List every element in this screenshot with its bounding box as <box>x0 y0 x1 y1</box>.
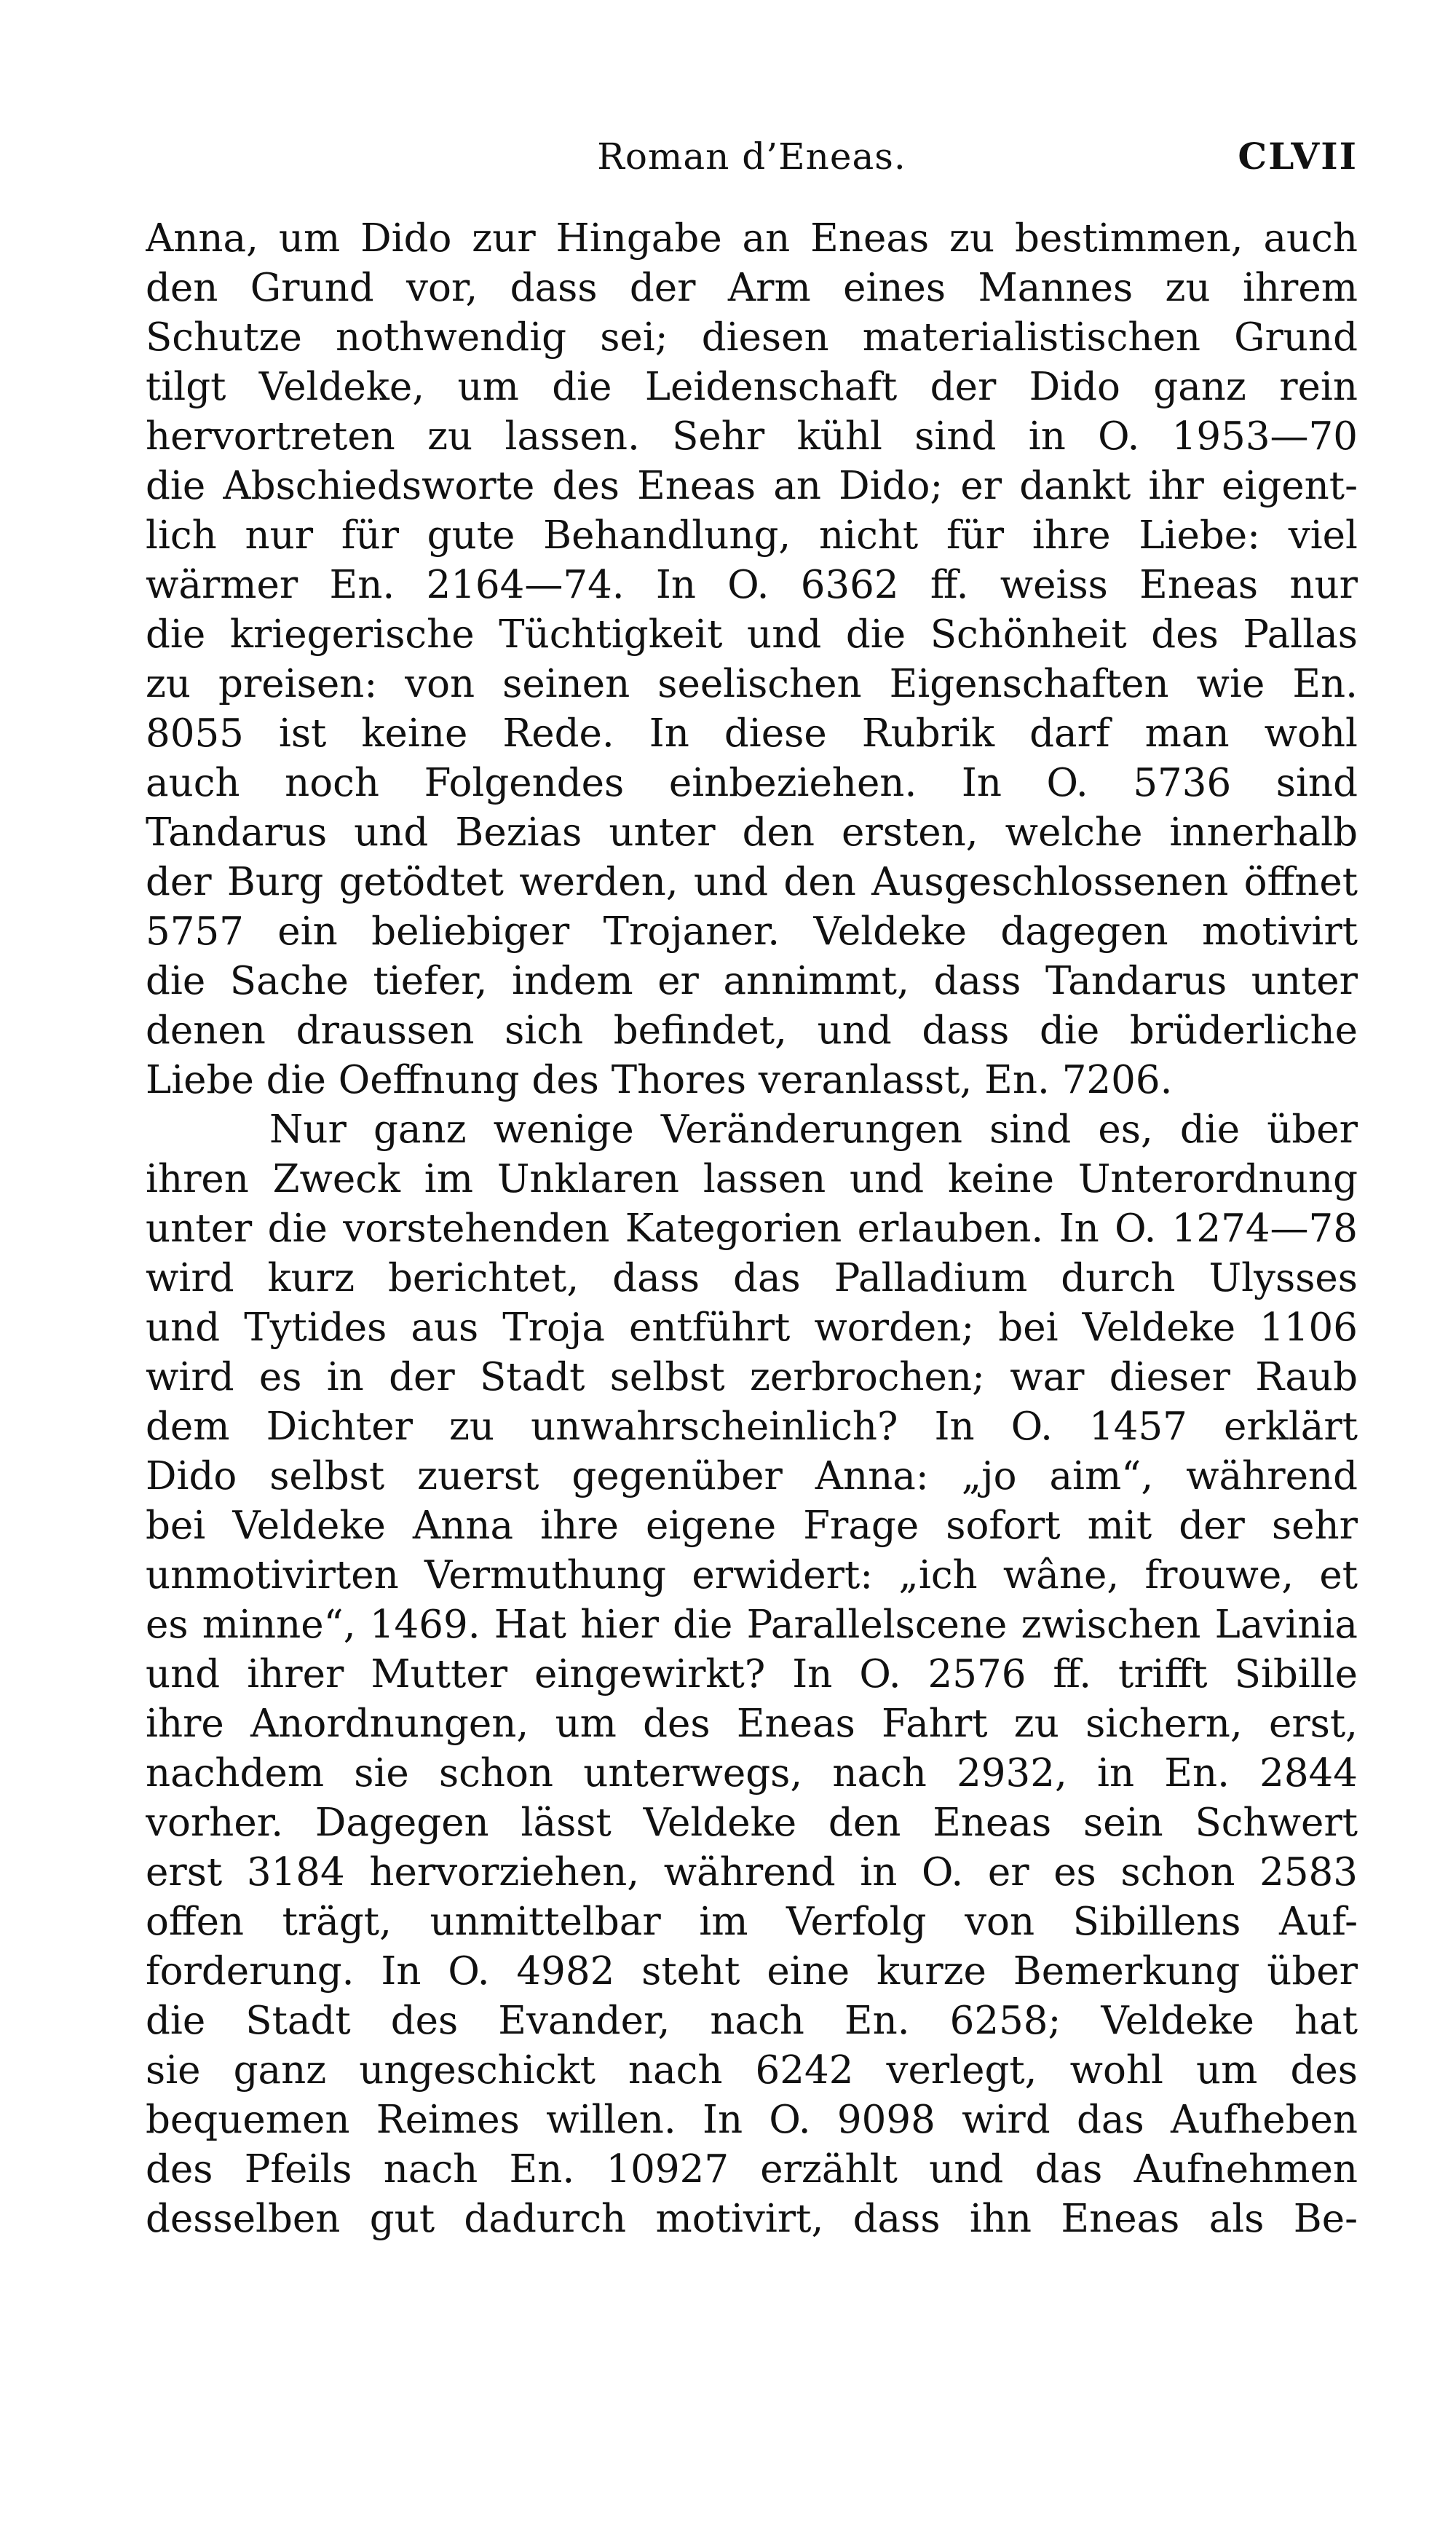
text-line: zu preisen: von seinen seelischen Eigenschaften wie En. <box>146 662 1358 706</box>
text-line: forderung. In O. 4982 steht eine kurze Bemerkung über <box>146 1949 1358 1994</box>
text-line: des Pfeils nach En. 10927 erzählt und das Aufnehmen <box>146 2147 1358 2192</box>
text-line: dem Dichter zu unwahrscheinlich? In O. 1457 erklärt <box>146 1405 1358 1449</box>
paragraph-start-line: Nur ganz wenige Veränderungen sind es, die über <box>269 1107 1358 1152</box>
text-line: die kriegerische Tüchtigkeit und die Schönheit des Pallas <box>146 612 1358 657</box>
text-line: und ihrer Mutter eingewirkt? In O. 2576 ff. trifft Sibille <box>146 1652 1358 1696</box>
body-text <box>146 214 1358 2244</box>
text-line: erst 3184 hervorziehen, während in O. er es schon 2583 <box>146 1850 1358 1895</box>
text-line: hervortreten zu lassen. Sehr kühl sind in O. 1953—70 <box>146 414 1358 459</box>
text-line: unmotivirten Vermuthung erwidert: „ich wâne, frouwe, et <box>146 1553 1358 1597</box>
text-line: die Stadt des Evander, nach En. 6258; Veldeke hat <box>146 1999 1358 2043</box>
text-line: 5757 ein beliebiger Trojaner. Veldeke dagegen motivirt <box>146 909 1358 954</box>
text-line: 8055 ist keine Rede. In diese Rubrik darf man wohl <box>146 711 1358 756</box>
text-line: Tandarus und Bezias unter den ersten, welche innerhalb <box>146 810 1358 855</box>
text-line: unter die vorstehenden Kategorien erlauben. In O. 1274—78 <box>146 1206 1358 1251</box>
text-line: sie ganz ungeschickt nach 6242 verlegt, wohl um des <box>146 2048 1358 2093</box>
text-line: wird es in der Stadt selbst zerbrochen; war dieser Raub <box>146 1355 1358 1399</box>
text-line: die Sache tiefer, indem er annimmt, dass Tandarus unter <box>146 959 1358 1003</box>
book-page <box>146 124 1358 2244</box>
text-line: es minne“, 1469. Hat hier die Parallelscene zwischen Lavinia <box>146 1603 1358 1647</box>
text-line: Anna, um Dido zur Hingabe an Eneas zu bestimmen, auch <box>146 216 1358 261</box>
text-line: wird kurz berichtet, dass das Palladium durch Ulysses <box>146 1256 1358 1300</box>
text-line: bei Veldeke Anna ihre eigene Frage sofort mit der sehr <box>146 1504 1358 1548</box>
text-line: offen trägt, unmittelbar im Verfolg von Sibillens Auf- <box>146 1900 1358 1944</box>
text-line: tilgt Veldeke, um die Leidenschaft der Dido ganz rein <box>146 365 1358 409</box>
text-line: auch noch Folgendes einbeziehen. In O. 5736 sind <box>146 761 1358 805</box>
text-line: wärmer En. 2164—74. In O. 6362 ff. weiss Eneas nur <box>146 563 1358 607</box>
page-number: CLVII <box>1238 135 1358 178</box>
running-title: Roman d’Eneas. <box>597 135 906 178</box>
text-line: den Grund vor, dass der Arm eines Mannes zu ihrem <box>146 266 1358 310</box>
text-line: denen draussen sich befindet, und dass die brüderliche <box>146 1008 1358 1053</box>
text-line: Liebe die Oeffnung des Thores veranlasst, En. 7206. <box>146 1058 1173 1102</box>
text-line: Schutze nothwendig sei; diesen materialistischen Grund <box>146 315 1358 360</box>
text-line: vorher. Dagegen lässt Veldeke den Eneas sein Schwert <box>146 1801 1358 1845</box>
text-line: und Tytides aus Troja entführt worden; bei Veldeke 1106 <box>146 1305 1358 1350</box>
text-line: Dido selbst zuerst gegenüber Anna: „jo aim“, während <box>146 1454 1358 1498</box>
text-line: nachdem sie schon unterwegs, nach 2932, in En. 2844 <box>146 1751 1358 1796</box>
text-line: desselben gut dadurch motivirt, dass ihn Eneas als Be- <box>146 2197 1358 2241</box>
text-line: die Abschiedsworte des Eneas an Dido; er dankt ihr eigent- <box>146 464 1358 508</box>
text-line: bequemen Reimes willen. In O. 9098 wird das Aufheben <box>146 2098 1358 2142</box>
text-line: lich nur für gute Behandlung, nicht für ihre Liebe: viel <box>146 513 1358 558</box>
text-line: der Burg getödtet werden, und den Ausgeschlossenen öffnet <box>146 860 1358 904</box>
text-line: ihren Zweck im Unklaren lassen und keine Unterordnung <box>146 1157 1358 1201</box>
running-head <box>146 124 1358 204</box>
text-line: ihre Anordnungen, um des Eneas Fahrt zu sichern, erst, <box>146 1702 1358 1746</box>
